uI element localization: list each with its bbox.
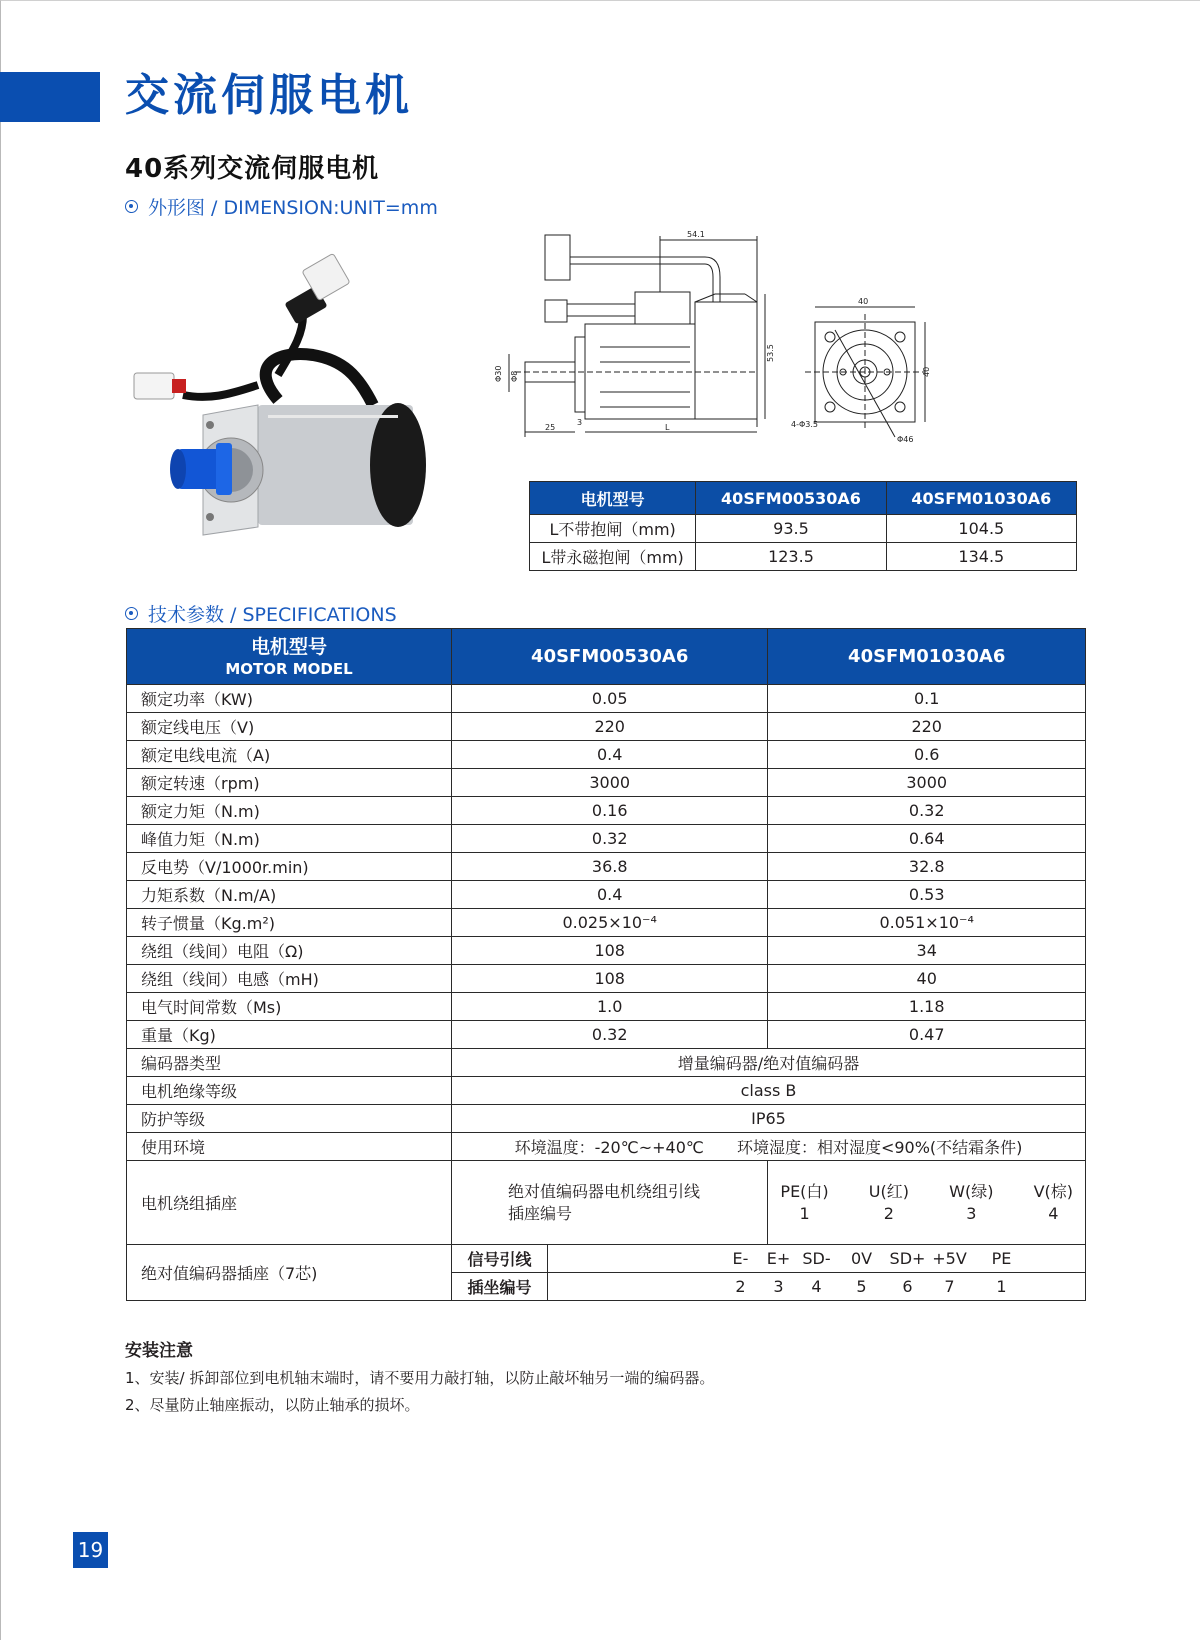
table-row (127, 853, 1086, 881)
spec-value: 0.32 (768, 797, 1086, 825)
dim-row-label: L带永磁抱闸（mm) (530, 543, 696, 571)
pin-name: PE(白) (780, 1181, 829, 1201)
spec-label: 重量（Kg) (127, 1021, 452, 1049)
dim-d2: Φ8 (510, 370, 519, 382)
winding-desc-line2: 插座编号 (508, 1203, 573, 1223)
signal-value: E+ (766, 1249, 791, 1268)
spec-label: 反电势（V/1000r.min) (127, 853, 452, 881)
page-number: 19 (73, 1532, 108, 1568)
table-row (127, 1161, 1086, 1245)
table-row (530, 515, 1077, 543)
spec-label: 电气时间常数（Ms) (127, 993, 452, 1021)
dimension-drawing (494, 230, 985, 467)
table-row (127, 685, 1086, 713)
table-row (127, 1133, 1086, 1161)
pin-number: 4 (1048, 1203, 1059, 1223)
spec-header-model (127, 629, 452, 685)
dim-row-value: 93.5 (696, 515, 886, 543)
spec-label: 额定力矩（N.m) (127, 797, 452, 825)
spec-value: 0.1 (768, 685, 1086, 713)
dim-header-model1: 40SFM00530A6 (696, 482, 886, 515)
spec-value: 0.6 (768, 741, 1086, 769)
spec-label: 转子惯量（Kg.m²) (127, 909, 452, 937)
dim-flange-height: 40 (922, 366, 931, 377)
table-row (127, 881, 1086, 909)
dim-row-value: 123.5 (696, 543, 886, 571)
winding-pin (780, 1181, 828, 1225)
spec-value: 220 (768, 713, 1086, 741)
socket-label: 插坐编号 (452, 1273, 548, 1301)
signal-value: SD- (802, 1249, 831, 1268)
signal-value: 0V (850, 1249, 873, 1268)
spec-value: 0.05 (452, 685, 768, 713)
spec-label: 绝对值编码器插座（7芯) (127, 1245, 452, 1301)
spec-label: 额定线电压（V) (127, 713, 452, 741)
winding-pin (1034, 1181, 1073, 1225)
table-row (127, 713, 1086, 741)
table-row (127, 1105, 1086, 1133)
winding-description (452, 1161, 768, 1245)
pin-number: 2 (883, 1203, 894, 1223)
signal-value: SD+ (889, 1249, 926, 1268)
spec-label: 电机绝缘等级 (127, 1077, 452, 1105)
table-row (127, 825, 1086, 853)
dim-pcd: Φ46 (897, 435, 914, 444)
spec-value: 0.4 (452, 881, 768, 909)
dim-row-label: L不带抱闸（mm) (530, 515, 696, 543)
spec-label: 电机绕组插座 (127, 1161, 452, 1245)
spec-table (126, 628, 1086, 1301)
table-row (127, 909, 1086, 937)
spec-value: 1.18 (768, 993, 1086, 1021)
spec-label: 防护等级 (127, 1105, 452, 1133)
title-accent-bar (0, 72, 100, 122)
table-row (127, 965, 1086, 993)
spec-header-model2: 40SFM01030A6 (768, 629, 1086, 685)
spec-label: 使用环境 (127, 1133, 452, 1161)
dim-flange-width: 40 (858, 297, 869, 306)
table-row (127, 993, 1086, 1021)
table-row (127, 1245, 1086, 1273)
page-subtitle: 40系列交流伺服电机 (125, 154, 380, 184)
spec-heading-text: 技术参数 / SPECIFICATIONS (148, 604, 397, 626)
spec-value: 220 (452, 713, 768, 741)
dim-shaft-length: 25 (545, 423, 556, 432)
spec-value: 108 (452, 965, 768, 993)
socket-number: 2 (735, 1277, 746, 1296)
spec-value: 0.32 (452, 825, 768, 853)
dimension-table-header (530, 482, 1077, 515)
spec-label: 额定转速（rpm) (127, 769, 452, 797)
pin-name: U(红) (868, 1181, 909, 1201)
signal-value: PE (991, 1249, 1012, 1268)
page-title: 交流伺服电机 (125, 70, 413, 121)
signal-label: 信号引线 (452, 1245, 548, 1273)
spec-label: 绕组（线间）电感（mH) (127, 965, 452, 993)
winding-desc-line1: 绝对值编码器电机绕组引线 (508, 1181, 701, 1201)
signal-value: E- (732, 1249, 749, 1268)
spec-heading (125, 600, 397, 627)
dim-hole: 4-Φ3.5 (791, 420, 818, 429)
pin-name: V(棕) (1033, 1181, 1073, 1201)
dim-length-top: 54.1 (687, 230, 705, 239)
spec-label: 力矩系数（N.m/A) (127, 881, 452, 909)
spec-table-header (127, 629, 1086, 685)
table-row (530, 543, 1077, 571)
circle-bullet-icon (125, 607, 138, 620)
socket-number: 3 (773, 1277, 784, 1296)
spec-value: 0.32 (452, 1021, 768, 1049)
spec-value: 3000 (768, 769, 1086, 797)
winding-pin (949, 1181, 993, 1225)
environment-value (452, 1133, 1086, 1161)
socket-number: 5 (856, 1277, 867, 1296)
dim-row-value: 134.5 (886, 543, 1076, 571)
socket-values (548, 1273, 1086, 1301)
table-row (127, 1049, 1086, 1077)
spec-value: 0.025×10⁻⁴ (452, 909, 768, 937)
spec-value: 1.0 (452, 993, 768, 1021)
table-row (127, 937, 1086, 965)
socket-number: 6 (902, 1277, 913, 1296)
dim-L: L (665, 423, 670, 432)
spec-value: 增量编码器/绝对值编码器 (452, 1049, 1086, 1077)
table-row (127, 769, 1086, 797)
spec-value: 0.4 (452, 741, 768, 769)
winding-pin (869, 1181, 909, 1225)
spec-header-label-cn: 电机型号 (250, 635, 327, 658)
spec-label: 峰值力矩（N.m) (127, 825, 452, 853)
table-row (127, 797, 1086, 825)
winding-pins (768, 1161, 1086, 1245)
spec-value: IP65 (452, 1105, 1086, 1133)
dim-height: 53.5 (766, 344, 775, 362)
note-item: 2、尽量防止轴座振动，以防止轴承的损坏。 (125, 1396, 420, 1414)
spec-value: class B (452, 1077, 1086, 1105)
socket-number: 4 (811, 1277, 822, 1296)
spec-label: 编码器类型 (127, 1049, 452, 1077)
socket-number: 1 (996, 1277, 1007, 1296)
spec-value: 32.8 (768, 853, 1086, 881)
circle-bullet-icon (125, 200, 138, 213)
table-row (127, 741, 1086, 769)
notes-title: 安装注意 (125, 1341, 193, 1361)
spec-value: 0.47 (768, 1021, 1086, 1049)
pin-number: 3 (966, 1203, 977, 1223)
spec-value: 34 (768, 937, 1086, 965)
table-row (127, 1077, 1086, 1105)
dimension-table (529, 481, 1077, 571)
spec-value: 40 (768, 965, 1086, 993)
signal-values (548, 1245, 1086, 1273)
spec-label: 绕组（线间）电阻（Ω) (127, 937, 452, 965)
dim-row-value: 104.5 (886, 515, 1076, 543)
spec-value: 3000 (452, 769, 768, 797)
spec-value: 108 (452, 937, 768, 965)
dim-header-model2: 40SFM01030A6 (886, 482, 1076, 515)
spec-header-model1: 40SFM00530A6 (452, 629, 768, 685)
pin-number: 1 (799, 1203, 810, 1223)
pin-name: W(绿) (949, 1181, 994, 1201)
spec-value: 36.8 (452, 853, 768, 881)
spec-value: 0.051×10⁻⁴ (768, 909, 1086, 937)
spec-value: 0.64 (768, 825, 1086, 853)
dim-step: 3 (577, 418, 583, 427)
dim-header-model: 电机型号 (530, 482, 696, 515)
note-item: 1、安装/ 拆卸部位到电机轴末端时，请不要用力敲打轴，以防止敲坏轴另一端的编码器。 (125, 1369, 715, 1387)
dimension-heading-text: 外形图 / DIMENSION:UNIT=mm (148, 197, 438, 219)
spec-header-label-en: MOTOR MODEL (225, 659, 353, 678)
socket-number: 7 (944, 1277, 955, 1296)
spec-label: 额定功率（KW) (127, 685, 452, 713)
spec-value: 0.16 (452, 797, 768, 825)
dim-d1: Φ30 (494, 365, 503, 382)
env-temperature: 环境温度：-20℃~+40℃ (514, 1138, 704, 1157)
spec-value: 0.53 (768, 881, 1086, 909)
table-row (127, 1021, 1086, 1049)
signal-value: +5V (932, 1249, 967, 1268)
spec-label: 额定电线电流（A) (127, 741, 452, 769)
env-humidity: 环境湿度：相对湿度<90%(不结霜条件) (736, 1138, 1023, 1157)
dimension-heading (125, 193, 438, 220)
motor-photo (128, 255, 458, 565)
